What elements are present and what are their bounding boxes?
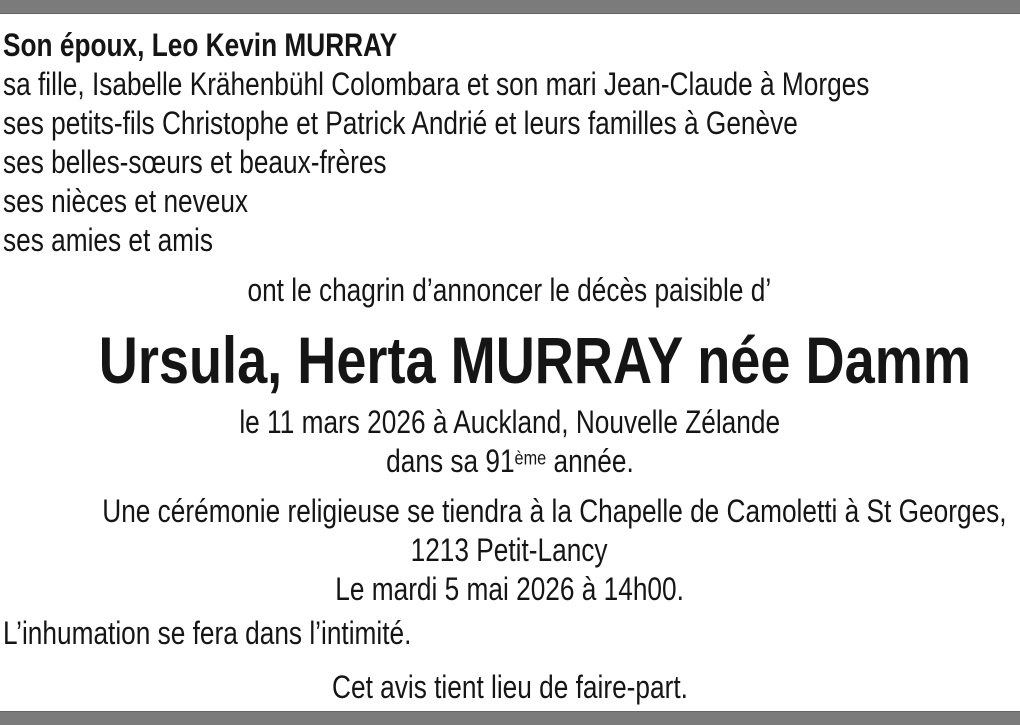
closing-line-text: Cet avis tient lieu de faire-part.: [331, 669, 688, 705]
deceased-name: [3, 325, 1016, 395]
burial-line: [3, 614, 1016, 653]
ceremony-line: [3, 492, 1016, 531]
announcement-intro-text: ont le chagrin d’annoncer le décès paisible d’: [247, 272, 772, 308]
family-line-text: ses petits-fils Christophe et Patrick Andrié et leurs familles à Genève: [3, 105, 798, 141]
ceremony-address-line: [3, 531, 1016, 570]
family-line-inlaws: [3, 143, 1016, 182]
family-line-text: sa fille, Isabelle Krähenbühl Colombara et son mari Jean-Claude à Morges: [3, 66, 870, 102]
family-line-spouse: [3, 26, 1016, 65]
age-line: [3, 442, 1016, 481]
burial-line-text: L’inhumation se fera dans l’intimité.: [3, 615, 412, 651]
top-border-bar: [0, 0, 1020, 14]
deceased-name-text: Ursula, Herta MURRAY née Damm: [98, 323, 971, 397]
announcement-intro: [3, 271, 1016, 310]
family-line-grandsons: [3, 104, 1016, 143]
age-prefix: dans sa 91: [385, 443, 515, 479]
family-line-text: ses belles-sœurs et beaux-frères: [3, 144, 387, 180]
ceremony-datetime-line: [3, 570, 1016, 609]
family-line-friends: [3, 221, 1016, 260]
family-line-daughter: [3, 65, 1016, 104]
death-date-text: le 11 mars 2026 à Auckland, Nouvelle Zélande: [239, 404, 780, 440]
closing-line: [3, 668, 1016, 707]
age-superscript: ème: [514, 447, 546, 470]
age-line-text: [386, 442, 634, 481]
ceremony-line-text: Une cérémonie religieuse se tiendra à la Chapelle de Camoletti à St Georges,: [102, 493, 1007, 529]
ceremony-datetime-text: Le mardi 5 mai 2026 à 14h00.: [335, 571, 684, 607]
age-suffix: année.: [545, 443, 634, 479]
family-line-text: ses amies et amis: [3, 222, 213, 258]
family-line-text: Son époux, Leo Kevin MURRAY: [3, 27, 398, 63]
family-line-nieces: [3, 182, 1016, 221]
bottom-border-bar: [0, 711, 1020, 725]
ceremony-address-text: 1213 Petit-Lancy: [411, 532, 608, 568]
family-line-text: ses nièces et neveux: [3, 183, 249, 219]
notice-content: [0, 13, 1020, 707]
death-date-line: [3, 403, 1016, 442]
